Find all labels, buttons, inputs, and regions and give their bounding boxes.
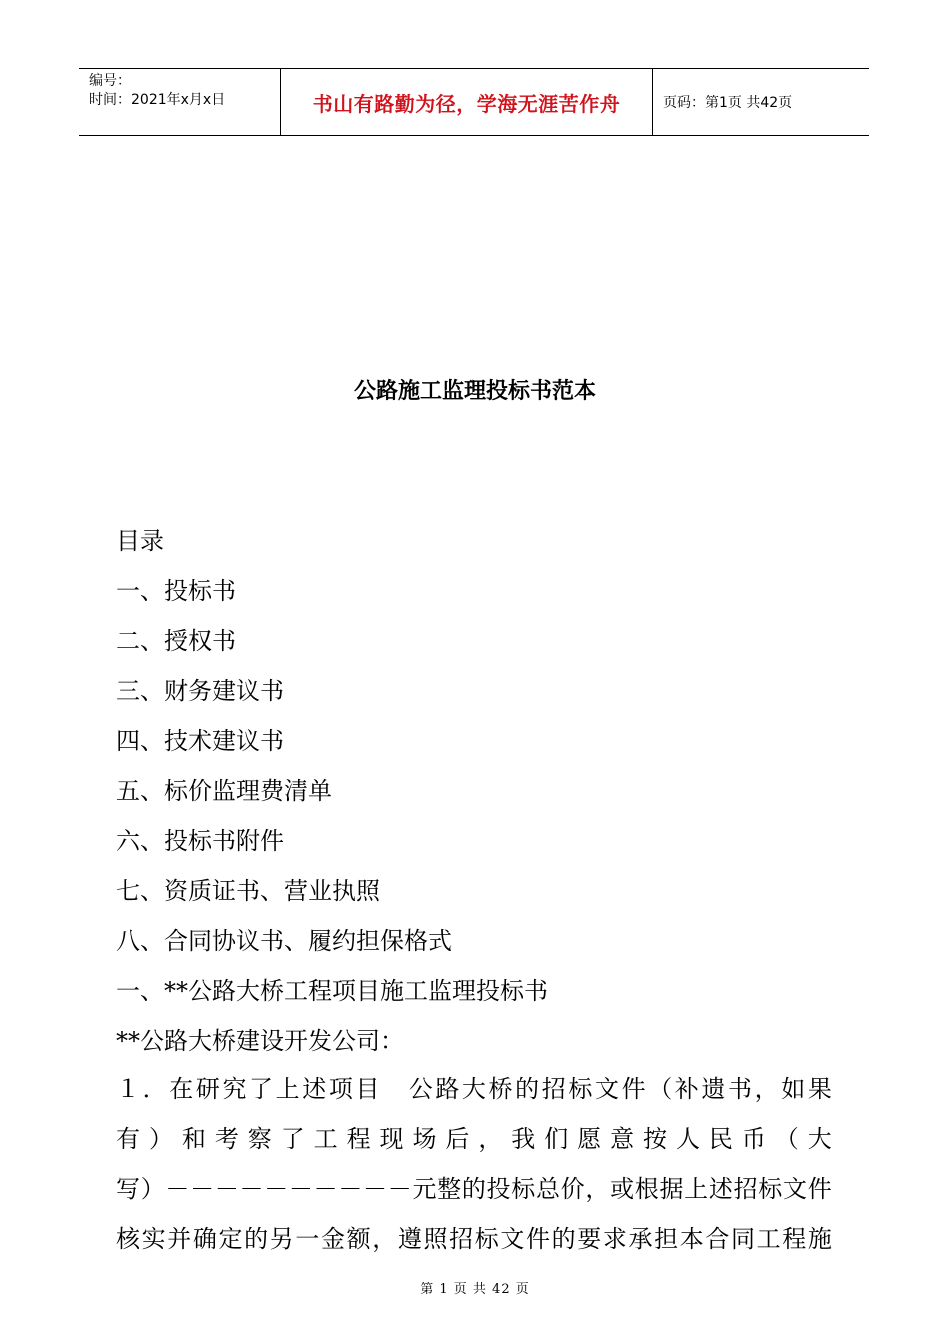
paragraph-glyph: 的	[461, 1175, 486, 1203]
paragraph-glyph: 人	[675, 1125, 700, 1153]
paragraph-glyph: 工	[313, 1125, 338, 1153]
paragraph-glyph: 公	[408, 1075, 433, 1103]
toc-item: 七、资质证书、营业执照	[116, 877, 380, 905]
toc-heading: 目录	[116, 527, 164, 555]
paragraph-line	[116, 1164, 832, 1214]
paragraph-glyph: 同	[731, 1225, 755, 1253]
paragraph-glyph: 据	[659, 1175, 684, 1203]
paragraph-glyph: 考	[214, 1125, 239, 1153]
paragraph-glyph: 察	[247, 1125, 272, 1153]
paragraph-glyph: －	[165, 1175, 190, 1203]
paragraph-glyph: 民	[708, 1125, 733, 1153]
paragraph-glyph: 整	[437, 1175, 462, 1203]
paragraph-glyph: ，	[754, 1075, 779, 1103]
paragraph-glyph: ）	[148, 1125, 173, 1153]
paragraph-glyph: 件	[526, 1225, 550, 1253]
paragraph-glyph: －	[264, 1175, 289, 1203]
paragraph-glyph: 件	[621, 1075, 646, 1103]
toc-item: 一、投标书	[116, 577, 236, 605]
paragraph-glyph: 核	[116, 1225, 140, 1253]
paragraph-glyph: 写	[116, 1175, 140, 1203]
paragraph-glyph: 合	[705, 1225, 730, 1253]
toc-item: 四、技术建议书	[116, 727, 284, 755]
paragraph-glyph: 们	[544, 1125, 569, 1153]
paragraph-glyph: 标	[758, 1175, 783, 1203]
addressee: **公路大桥建设开发公司：	[116, 1027, 404, 1055]
paragraph-glyph: 后	[445, 1125, 470, 1153]
paragraph-glyph: 意	[610, 1125, 635, 1153]
paragraph-glyph: 述	[302, 1075, 327, 1103]
paragraph-glyph: （	[774, 1125, 799, 1153]
paragraph-glyph: 补	[674, 1075, 699, 1103]
paragraph-glyph: 了	[249, 1075, 274, 1103]
paragraph-glyph: 总	[535, 1175, 560, 1203]
paragraph-glyph: 在	[169, 1075, 194, 1103]
paragraph-glyph	[382, 1064, 406, 1114]
paragraph-glyph: 投	[486, 1175, 511, 1203]
paragraph-glyph: 实	[141, 1225, 166, 1253]
paragraph-glyph: 标	[474, 1225, 499, 1253]
section-heading: 一、**公路大桥工程项目施工监理投标书	[116, 977, 548, 1005]
paragraph-glyph: 果	[807, 1075, 832, 1103]
body-paragraph	[116, 1064, 832, 1264]
paragraph-glyph: 要	[577, 1225, 602, 1253]
page-footer: 第 1 页 共 42 页	[420, 1282, 530, 1297]
header-motto-cell	[281, 69, 653, 135]
paragraph-glyph: －	[239, 1175, 264, 1203]
paragraph-glyph: １	[116, 1075, 140, 1103]
paragraph-glyph: 现	[379, 1125, 404, 1153]
header-page-info: 页码：第1页 共42页	[663, 95, 793, 111]
paragraph-glyph: 研	[195, 1075, 220, 1103]
paragraph-glyph: 求	[602, 1225, 627, 1253]
paragraph-glyph: －	[387, 1175, 412, 1203]
paragraph-glyph: －	[288, 1175, 313, 1203]
paragraph-glyph: 和	[181, 1125, 206, 1153]
paragraph-glyph: 施	[807, 1225, 832, 1253]
paragraph-glyph: 了	[280, 1125, 305, 1153]
paragraph-glyph: 本	[679, 1225, 704, 1253]
paragraph-glyph: 程	[346, 1125, 371, 1153]
paragraph-glyph: 确	[192, 1225, 217, 1253]
paragraph-glyph: 书	[728, 1075, 753, 1103]
paragraph-glyph: 目	[355, 1075, 380, 1103]
paragraph-glyph: 承	[628, 1225, 653, 1253]
paragraph-glyph: 的	[515, 1075, 540, 1103]
document-number-label: 编号：	[89, 73, 131, 89]
paragraph-glyph: ，	[372, 1225, 397, 1253]
paragraph-line	[116, 1214, 832, 1264]
paragraph-line	[116, 1064, 832, 1114]
paragraph-glyph: ，	[585, 1175, 610, 1203]
paragraph-glyph: 根	[634, 1175, 659, 1203]
paragraph-glyph: 招	[541, 1075, 566, 1103]
paragraph-glyph: －	[313, 1175, 338, 1203]
paragraph-glyph: 文	[594, 1075, 619, 1103]
paragraph-glyph: ，	[478, 1125, 503, 1153]
paragraph-glyph: 一	[295, 1225, 320, 1253]
page-header	[79, 68, 869, 136]
paragraph-glyph: 大	[807, 1125, 832, 1153]
paragraph-glyph: 额	[346, 1225, 371, 1253]
paragraph-glyph: －	[363, 1175, 388, 1203]
paragraph-glyph: 如	[781, 1075, 806, 1103]
paragraph-glyph: 标	[568, 1075, 593, 1103]
paragraph-glyph: 遗	[701, 1075, 726, 1103]
paragraph-glyph: 的	[551, 1225, 576, 1253]
paragraph-glyph: 件	[807, 1175, 832, 1203]
paragraph-glyph: 或	[610, 1175, 635, 1203]
paragraph-glyph: －	[190, 1175, 215, 1203]
document-title: 公路施工监理投标书范本	[353, 379, 596, 404]
paragraph-glyph: 桥	[488, 1075, 513, 1103]
paragraph-glyph: 招	[449, 1225, 474, 1253]
paragraph-glyph: 并	[167, 1225, 192, 1253]
paragraph-glyph: 有	[116, 1125, 140, 1153]
paragraph-glyph: （	[648, 1075, 673, 1103]
toc-item: 六、投标书附件	[116, 827, 284, 855]
paragraph-glyph: 价	[560, 1175, 585, 1203]
paragraph-glyph: 另	[269, 1225, 294, 1253]
paragraph-glyph: 照	[423, 1225, 448, 1253]
header-motto: 书山有路勤为径，学海无涯苦作舟	[312, 91, 621, 116]
paragraph-glyph: 我	[511, 1125, 536, 1153]
paragraph-glyph: 的	[244, 1225, 269, 1253]
paragraph-glyph: 招	[733, 1175, 758, 1203]
paragraph-glyph: 遵	[397, 1225, 422, 1253]
header-page-cell	[653, 69, 869, 135]
paragraph-glyph: 元	[412, 1175, 437, 1203]
paragraph-glyph: ．	[142, 1075, 167, 1103]
paragraph-glyph: 工	[756, 1225, 781, 1253]
paragraph-glyph: 上	[684, 1175, 709, 1203]
toc-item: 五、标价监理费清单	[116, 777, 332, 805]
paragraph-glyph: 究	[222, 1075, 247, 1103]
table-of-contents	[116, 516, 832, 1066]
paragraph-glyph: 定	[218, 1225, 243, 1253]
toc-item: 三、财务建议书	[116, 677, 284, 705]
paragraph-glyph: 文	[782, 1175, 807, 1203]
paragraph-glyph: 项	[328, 1075, 353, 1103]
paragraph-glyph: 按	[643, 1125, 667, 1153]
paragraph-glyph: 大	[461, 1075, 486, 1103]
document-time-label: 时间：2021年x月x日	[89, 92, 226, 108]
paragraph-glyph: 述	[708, 1175, 733, 1203]
paragraph-glyph: 愿	[577, 1125, 602, 1153]
paragraph-glyph: ）	[140, 1175, 165, 1203]
header-meta-cell	[79, 69, 281, 135]
paragraph-glyph: 担	[654, 1225, 679, 1253]
paragraph-glyph: 上	[275, 1075, 300, 1103]
paragraph-glyph: 币	[741, 1125, 766, 1153]
paragraph-glyph: 场	[412, 1125, 437, 1153]
toc-item: 八、合同协议书、履约担保格式	[116, 927, 452, 955]
paragraph-glyph: 程	[782, 1225, 807, 1253]
paragraph-glyph: 文	[500, 1225, 525, 1253]
paragraph-glyph: 路	[435, 1075, 460, 1103]
paragraph-glyph: 金	[321, 1225, 345, 1253]
paragraph-glyph: －	[338, 1175, 363, 1203]
paragraph-glyph: －	[214, 1175, 239, 1203]
toc-item: 二、授权书	[116, 627, 236, 655]
paragraph-line	[116, 1114, 832, 1164]
paragraph-glyph: 标	[511, 1175, 536, 1203]
